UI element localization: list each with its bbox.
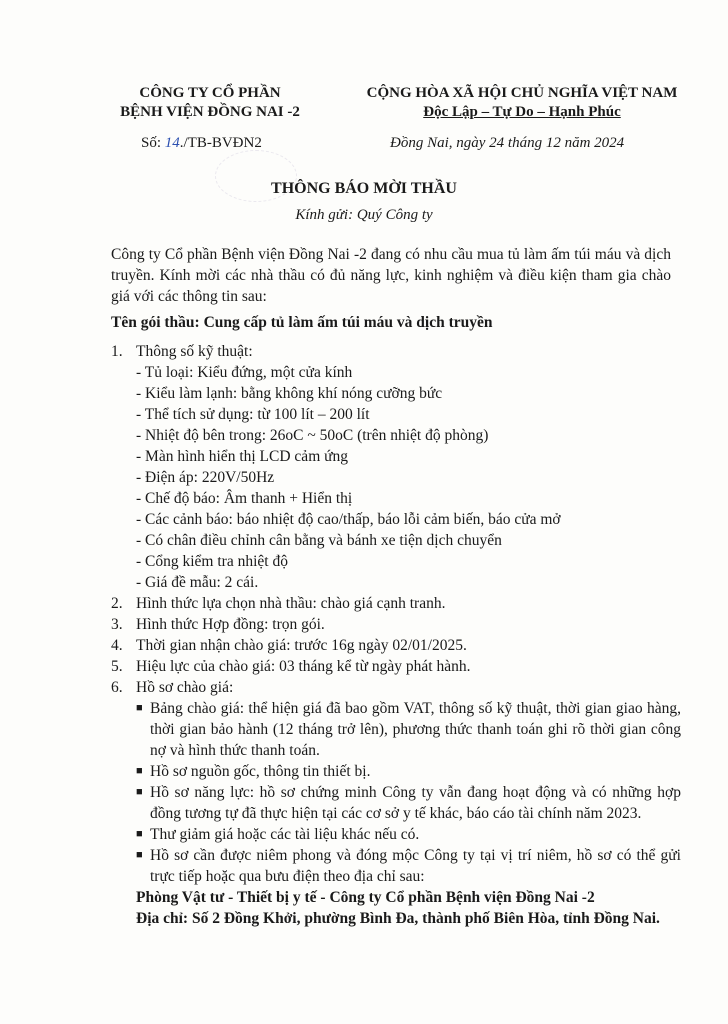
document-title: THÔNG BÁO MỜI THẦU [271,180,457,197]
bullet-item: ■ Hồ sơ năng lực: hồ sơ chứng minh Công ty vẫn đang hoạt động và có những hợp đồng tương tự đã thực hiện tại các cơ sở y tế khác, báo cáo tài chính năm 2023. [136,784,681,822]
spec-item: - Thể tích sử dụng: từ 100 lít – 200 lít [136,406,370,423]
list-item: 5. Hiệu lực của chào giá: 03 tháng kể từ ngày phát hành. [111,658,471,675]
bid-docs-bullets [136,698,681,929]
square-bullet-icon: ■ [136,765,143,777]
spec-item: - Điện áp: 220V/50Hz [136,469,275,486]
date-line: Đồng Nai, ngày 24 tháng 12 năm 2024 [390,135,625,151]
square-bullet-icon: ■ [136,786,143,798]
bullet-item: ■ Hồ sơ cần được niêm phong và đóng mộc Công ty tại vị trí niêm, hồ sơ có thể gửi trực tiếp hoặc qua bưu điện theo địa chỉ sau: [136,847,681,885]
nation-line1: CỘNG HÒA XÃ HỘI CHỦ NGHĨA VIỆT NAM [366,85,678,101]
square-bullet-icon: ■ [136,849,143,861]
list-item: 1. Thông số kỹ thuật: [111,343,253,360]
spec-item: - Kiểu làm lạnh: bằng không khí nóng cưỡng bức [136,385,443,402]
docno-suffix: ./TB-BVĐN2 [179,135,262,151]
docno-prefix: Số: [141,135,165,151]
spec-item: - Tủ loại: Kiểu đứng, một cửa kính [136,364,353,381]
list-item: 3. Hình thức Hợp đồng: trọn gói. [111,616,325,633]
spec-item: - Có chân điều chỉnh cân bằng và bánh xe tiện dịch chuyển [136,532,502,549]
company-line1: CÔNG TY CỔ PHẦN [139,85,281,101]
spec-item: - Cổng kiểm tra nhiệt độ [136,553,288,570]
spec-item: - Các cảnh báo: báo nhiệt độ cao/thấp, báo lỗi cảm biến, báo cửa mở [136,511,561,528]
intro-paragraph: Công ty Cổ phần Bệnh viện Đồng Nai -2 đang có nhu cầu mua tủ làm ấm túi máu và dịch truyền. Kính mời các nhà thầu có đủ năng lực, kinh nghiệm và điều kiện tham gia chào giá với các thông tin sau: [111,246,671,305]
nation-motto: Độc Lập – Tự Do – Hạnh Phúc [423,104,621,120]
document-number [141,135,262,152]
address-line: Địa chỉ: Số 2 Đồng Khởi, phường Bình Đa, thành phố Biên Hòa, tỉnh Đồng Nai. [136,910,660,927]
square-bullet-icon: ■ [136,702,143,714]
spec-item: - Nhiệt độ bên trong: 26oC ~ 50oC (trên nhiệt độ phòng) [136,427,489,444]
list-item: 2. Hình thức lựa chọn nhà thầu: chào giá cạnh tranh. [111,595,446,612]
requirements-list [111,341,681,929]
company-header [110,84,310,122]
bullet-item: ■ Hồ sơ nguồn gốc, thông tin thiết bị. [136,763,371,780]
spec-item: - Màn hình hiển thị LCD cảm ứng [136,448,349,465]
address-department: Phòng Vật tư - Thiết bị y tế - Công ty Cổ phần Bệnh viện Đồng Nai -2 [136,889,595,906]
bullet-item: ■ Thư giảm giá hoặc các tài liệu khác nếu có. [136,826,420,843]
nation-header [352,84,692,122]
spec-sublist [136,362,681,593]
package-name: Tên gói thầu: Cung cấp tủ làm ấm túi máu và dịch truyền [111,314,493,331]
salutation: Kính gửi: Quý Công ty [295,207,433,223]
spec-item: - Chế độ báo: Âm thanh + Hiển thị [136,490,353,507]
list-item: 4. Thời gian nhận chào giá: trước 16g ngày 02/01/2025. [111,637,467,654]
company-line2: BỆNH VIỆN ĐỒNG NAI -2 [120,104,300,120]
bullet-item: ■ Bảng chào giá: thể hiện giá đã bao gồm VAT, thông số kỹ thuật, thời gian giao hàng, thời gian bảo hành (12 tháng trở lên), phương thức thanh toán ghi rõ thời gian công nợ và hình thức thanh toán. [136,700,681,759]
list-item: 6. Hồ sơ chào giá: [111,679,234,696]
spec-item: - Giá đề mẫu: 2 cái. [136,574,259,591]
square-bullet-icon: ■ [136,828,143,840]
docno-handwritten: 14 [164,135,180,151]
